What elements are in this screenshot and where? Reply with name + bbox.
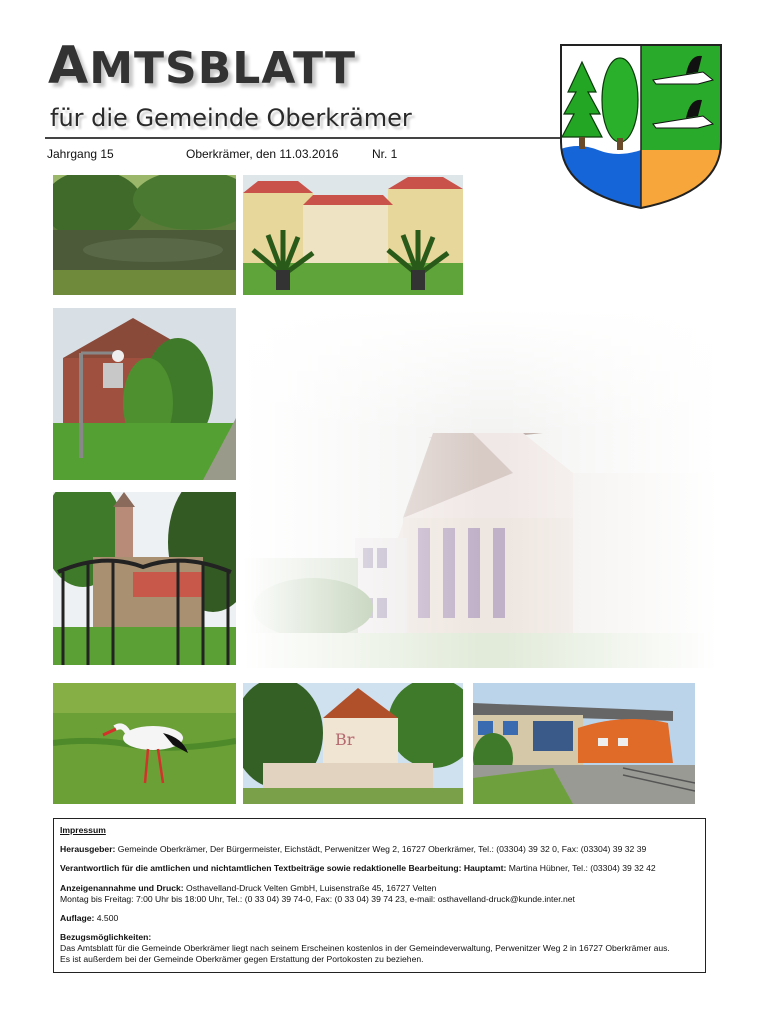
impressum-heading: Impressum bbox=[60, 825, 106, 835]
photo-brick-church bbox=[53, 308, 236, 480]
photo-manor-house bbox=[243, 175, 463, 295]
impressum-publisher: Herausgeber: Gemeinde Oberkrämer, Der Bürgermeister, Eichstädt, Perwenitzer Weg 2, 16727 Oberkrämer, Tel.: (03304) 39 32 0, Fax: (03304) 39 32 39 bbox=[60, 844, 647, 855]
impressum-responsible: Verantwortlich für die amtlichen und nichtamtlichen Textbeiträge sowie redaktionelle Bearbeitung: Hauptamt: Martina Hübner, Tel.: (03304) 39 32 42 bbox=[60, 863, 656, 874]
impressum-availability: Bezugsmöglichkeiten: Das Amtsblatt für die Gemeinde Oberkrämer liegt nach seinem Erscheinen kostenlos in der Gemeindeverwaltung, Perwenitzer Weg 2 in 16727 Oberkrämer aus. Es ist außerdem bei der Gemeinde Oberkrämer gegen Erstattung der Portokosten zu beziehen. bbox=[60, 932, 670, 965]
photo-town-hall-faded bbox=[243, 308, 718, 668]
svg-text:Br: Br bbox=[335, 730, 355, 749]
issue-number: Nr. 1 bbox=[372, 147, 398, 161]
masthead-title: AMTSBLATT bbox=[48, 36, 356, 96]
photo-modern-school bbox=[473, 683, 695, 804]
photo-stork bbox=[53, 683, 236, 804]
photo-pond bbox=[53, 175, 236, 295]
impressum-box bbox=[53, 818, 706, 973]
header-rule bbox=[45, 137, 568, 139]
impressum-ads-print: Anzeigenannahme und Druck: Osthavelland-Druck Velten GmbH, Luisenstraße 45, 16727 Velten Montag bis Freitag: 7:00 Uhr bis 18:00 Uhr, Tel.: (0 33 04) 39 74-0, Fax: (0 33 04) 39 74 23, e-mail: osthavelland-druck@kunde.inter.net bbox=[60, 882, 575, 904]
place-date-label: Oberkrämer, den 11.03.2016 bbox=[186, 147, 339, 161]
photo-church-tower bbox=[53, 492, 236, 665]
impressum-circulation: Auflage: 4.500 bbox=[60, 912, 119, 923]
masthead-subtitle: für die Gemeinde Oberkrämer bbox=[50, 104, 412, 132]
coat-of-arms bbox=[558, 42, 724, 210]
photo-restaurant-building bbox=[243, 683, 463, 804]
volume-label: Jahrgang 15 bbox=[47, 147, 114, 161]
impressum-opening-hours: Montag bis Freitag: 7:00 Uhr bis 18:00 Uhr, Tel.: (0 33 04) 39 74-0, Fax: (0 33 04) 39 74 23, e-mail: osthavelland-druck@kunde.inter.net bbox=[60, 893, 575, 904]
